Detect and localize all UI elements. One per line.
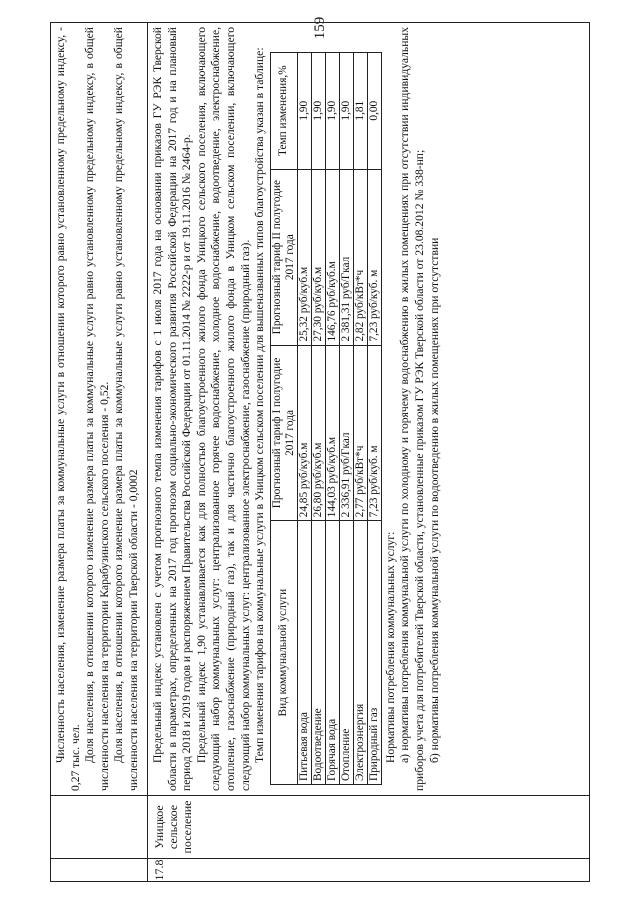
service-name: Водоотведение [311, 521, 325, 785]
service-name: Отопление [339, 521, 353, 785]
table-row [311, 52, 325, 784]
paragraph-index-basis: Предельный индекс установлен с учетом прогнозного темпа изменения тарифов с 1 июля 2017 года на основании приказов ГУ РЭК Тверской области в параметрах, определенных на 2017 год прогнозом социально-экономического развития Российской Федерации на 2017 год и на плановый период 2018 и 2019 годов и распоряжением Правительства Российской Федерации от 01.11.2014 № 2222-р и от 19.11.2016 № 2464-р. [151, 27, 194, 791]
page-number: 159 [312, 16, 328, 40]
entry-number: 17.8 [148, 859, 590, 882]
previous-line-2: Доля населения, в отношении которого изменение размера платы за коммунальные услуги равно установленному предельному индексу, в общей численности населения на территории Карабузинского сельского поселения - 0,52. [83, 27, 111, 791]
previous-entry-text [51, 23, 148, 796]
settlement-name: Уницкое сельское поселение [148, 796, 590, 859]
change-rate: 1,90 [339, 52, 353, 169]
service-name: Электроэнергия [353, 521, 367, 785]
table-row [367, 52, 381, 784]
main-table [50, 22, 590, 882]
empty-number-cell [51, 859, 148, 882]
tariff-h2: 146,76 руб/куб.м [325, 169, 339, 345]
rotated-document-page [50, 22, 590, 882]
header-change-rate: Темп изменения,% [270, 52, 297, 169]
tariff-h1: 24,85 руб/куб.м [297, 345, 311, 521]
tariff-h1: 144,03 руб/куб.м [325, 345, 339, 521]
table-row [325, 52, 339, 784]
change-rate: 1,90 [311, 52, 325, 169]
entry-text [148, 23, 590, 796]
tariff-h2: 2 381,31 руб/Гкал [339, 169, 353, 345]
table-row [339, 52, 353, 784]
change-rate: 1,90 [297, 52, 311, 169]
tariff-header-row [270, 52, 297, 784]
tariff-h1: 2 336,91 руб/Гкал [339, 345, 353, 521]
tariff-h1: 2,77 руб/кВт*ч [353, 345, 367, 521]
tariff-h2: 2,82 руб/кВт*ч [353, 169, 367, 345]
change-rate: 1,81 [353, 52, 367, 169]
tariff-h2: 25,32 руб/куб.м [297, 169, 311, 345]
previous-line-3: Доля населения, в отношении которого изменение размера платы за коммунальные услуги равно установленному предельному индексу, в общей численности населения на территории Тверской области - 0,0002 [112, 27, 140, 791]
paragraph-norm-drainage: б) нормативы потребления коммунальной услуги по водоотведению в жилых помещениях при отсутствии [427, 237, 441, 763]
header-tariff-h2: Прогнозный тариф II полугодие 2017 года [270, 169, 297, 345]
paragraph-table-intro: Темп изменения тарифов на коммунальные услуги в Уницком сельском поселении для вышеназванных типов благоустройства указан в таблице: [253, 47, 267, 763]
table-row-entry [148, 23, 590, 882]
header-tariff-h1: Прогнозный тариф I полугодие 2017 года [270, 345, 297, 521]
service-name: Природный газ [367, 521, 381, 785]
service-name: Питьевая вода [297, 521, 311, 785]
change-rate: 0,00 [367, 52, 381, 169]
tariff-h1: 7,23 руб/куб. м [367, 345, 381, 521]
tariff-table [270, 52, 382, 785]
service-name: Горячая вода [325, 521, 339, 785]
tariff-h2: 7,23 руб/куб. м [367, 169, 381, 345]
table-row [353, 52, 367, 784]
tariff-h1: 26,80 руб/куб.м [311, 345, 325, 521]
header-service: Вид коммунальной услуги [270, 521, 297, 785]
tariff-h2: 27,30 руб/куб.м [311, 169, 325, 345]
previous-line-1: Численность населения, изменение размера платы за коммунальные услуги в отношении которого равно установленному предельному индексу, - 0,27 тыс. чел. [54, 27, 82, 791]
table-row [297, 52, 311, 784]
paragraph-index-value: Предельный индекс 1,90 устанавливается как для полностью благоустроенного жилого фонда Уницкого сельского поселения, включающего следующий набор коммунальных услуг: централизованное горячее водоснабжение, холодное водоснабжение, водоотведение, электроснабжение, отопление, газоснабжение (природный газ), так и для частично благоустроенного жилого фонда в Уницком сельском поселении, включающего следующий набор коммунальных услуг: централизованное электроснабжение, газоснабжение (природный газ). [194, 27, 252, 791]
empty-name-cell [51, 796, 148, 859]
table-row-previous [51, 23, 148, 882]
change-rate: 1,90 [325, 52, 339, 169]
paragraph-norm-water: а) нормативы потребления коммунальной услуги по холодному и горячему водоснабжению в жилых помещениях при отсутствии индивидуальных приборов учета для потребителей Тверской области, установленные приказом ГУ РЭК Тверской области от 23.08.2012 № 338-нп; [398, 27, 426, 791]
paragraph-norms-heading: Нормативы потребления коммунальных услуг: [383, 531, 397, 763]
